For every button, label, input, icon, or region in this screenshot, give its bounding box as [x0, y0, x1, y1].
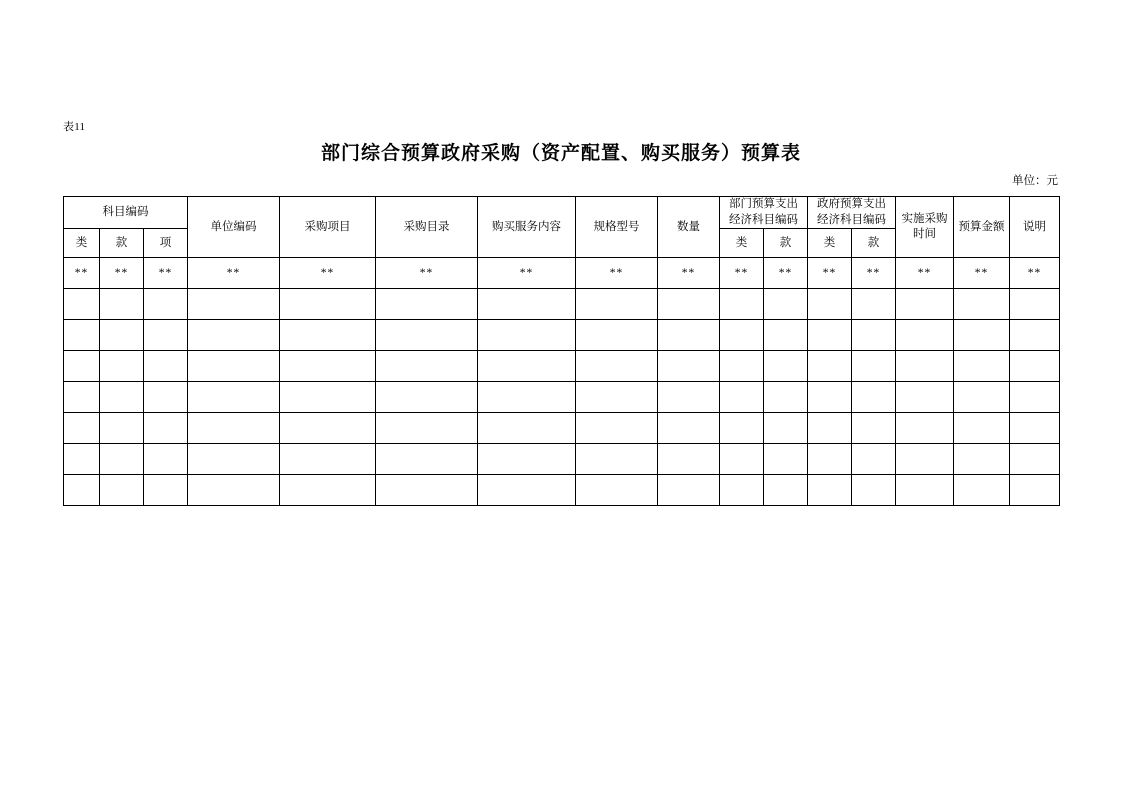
- header-subject-code-kuan: 款: [100, 229, 144, 258]
- cell-empty[interactable]: [144, 351, 188, 382]
- cell-empty[interactable]: [852, 475, 896, 506]
- cell-empty[interactable]: [376, 351, 478, 382]
- cell-empty[interactable]: [478, 382, 576, 413]
- cell-empty[interactable]: [658, 320, 720, 351]
- cell-empty[interactable]: [144, 444, 188, 475]
- cell-sample-12[interactable]: **: [852, 258, 896, 289]
- cell-sample-10[interactable]: **: [764, 258, 808, 289]
- cell-empty[interactable]: [896, 475, 954, 506]
- header-dept-budget-econ-code: [720, 197, 808, 229]
- cell-empty[interactable]: [720, 351, 764, 382]
- cell-empty[interactable]: [280, 320, 376, 351]
- cell-empty[interactable]: [852, 351, 896, 382]
- header-purchase-time-line1: 实施采购: [901, 212, 948, 225]
- cell-sample-3[interactable]: **: [188, 258, 280, 289]
- cell-empty[interactable]: [1010, 289, 1060, 320]
- header-gov-budget-econ-code: [808, 197, 896, 229]
- table-header-row-1: [64, 197, 1060, 229]
- cell-empty[interactable]: [280, 475, 376, 506]
- header-quantity: 数量: [658, 197, 720, 258]
- cell-empty[interactable]: [478, 289, 576, 320]
- header-service-content: 购买服务内容: [478, 197, 576, 258]
- cell-empty[interactable]: [64, 320, 100, 351]
- cell-empty[interactable]: [1010, 444, 1060, 475]
- header-gov-budget-econ-code-line1: 政府预算支出: [817, 198, 887, 210]
- cell-sample-0[interactable]: **: [64, 258, 100, 289]
- header-subject-code-xiang: 项: [144, 229, 188, 258]
- cell-empty[interactable]: [658, 382, 720, 413]
- cell-empty[interactable]: [1010, 413, 1060, 444]
- header-budget-amount: 预算金额: [954, 197, 1010, 258]
- cell-empty[interactable]: [720, 475, 764, 506]
- cell-empty[interactable]: [478, 475, 576, 506]
- cell-empty[interactable]: [764, 382, 808, 413]
- cell-empty[interactable]: [64, 475, 100, 506]
- cell-empty[interactable]: [64, 351, 100, 382]
- cell-empty[interactable]: [576, 444, 658, 475]
- header-gov-econ-lei: 类: [808, 229, 852, 258]
- header-subject-code-lei: 类: [64, 229, 100, 258]
- budget-table: [63, 196, 1060, 506]
- table-row[interactable]: [64, 289, 1060, 320]
- cell-empty[interactable]: [576, 475, 658, 506]
- cell-empty[interactable]: [188, 444, 280, 475]
- cell-empty[interactable]: [576, 382, 658, 413]
- cell-empty[interactable]: [1010, 351, 1060, 382]
- table-row[interactable]: [64, 444, 1060, 475]
- header-unit-code: 单位编码: [188, 197, 280, 258]
- cell-empty[interactable]: [1010, 320, 1060, 351]
- cell-empty[interactable]: [954, 351, 1010, 382]
- cell-sample-13[interactable]: **: [896, 258, 954, 289]
- cell-empty[interactable]: [954, 382, 1010, 413]
- cell-empty[interactable]: [188, 475, 280, 506]
- cell-empty[interactable]: [1010, 475, 1060, 506]
- header-dept-budget-econ-code-line2: 经济科目编码: [729, 213, 799, 226]
- cell-empty[interactable]: [280, 444, 376, 475]
- cell-empty[interactable]: [376, 475, 478, 506]
- cell-empty[interactable]: [376, 413, 478, 444]
- cell-empty[interactable]: [188, 351, 280, 382]
- table-row[interactable]: [64, 258, 1060, 289]
- cell-sample-8[interactable]: **: [658, 258, 720, 289]
- cell-empty[interactable]: [852, 382, 896, 413]
- page-title: 部门综合预算政府采购（资产配置、购买服务）预算表: [320, 143, 801, 164]
- cell-sample-1[interactable]: **: [100, 258, 144, 289]
- cell-empty[interactable]: [576, 289, 658, 320]
- cell-empty[interactable]: [896, 351, 954, 382]
- cell-sample-7[interactable]: **: [576, 258, 658, 289]
- cell-empty[interactable]: [658, 444, 720, 475]
- cell-empty[interactable]: [576, 351, 658, 382]
- cell-sample-2[interactable]: **: [144, 258, 188, 289]
- cell-empty[interactable]: [808, 413, 852, 444]
- cell-empty[interactable]: [100, 444, 144, 475]
- cell-empty[interactable]: [896, 320, 954, 351]
- cell-empty[interactable]: [100, 475, 144, 506]
- cell-empty[interactable]: [576, 413, 658, 444]
- cell-empty[interactable]: [808, 444, 852, 475]
- cell-empty[interactable]: [188, 413, 280, 444]
- cell-empty[interactable]: [808, 320, 852, 351]
- cell-empty[interactable]: [896, 382, 954, 413]
- cell-empty[interactable]: [720, 382, 764, 413]
- cell-empty[interactable]: [144, 475, 188, 506]
- cell-empty[interactable]: [764, 444, 808, 475]
- cell-sample-14[interactable]: **: [954, 258, 1010, 289]
- cell-empty[interactable]: [144, 382, 188, 413]
- cell-empty[interactable]: [658, 289, 720, 320]
- cell-empty[interactable]: [852, 444, 896, 475]
- cell-empty[interactable]: [720, 320, 764, 351]
- cell-empty[interactable]: [764, 351, 808, 382]
- header-gov-budget-econ-code-line2: 经济科目编码: [817, 213, 887, 226]
- cell-empty[interactable]: [720, 413, 764, 444]
- cell-empty[interactable]: [144, 413, 188, 444]
- cell-empty[interactable]: [376, 444, 478, 475]
- cell-empty[interactable]: [188, 382, 280, 413]
- cell-empty[interactable]: [376, 289, 478, 320]
- cell-empty[interactable]: [478, 320, 576, 351]
- cell-empty[interactable]: [954, 475, 1010, 506]
- cell-empty[interactable]: [280, 351, 376, 382]
- cell-empty[interactable]: [954, 413, 1010, 444]
- sheet-label: 表11: [63, 121, 86, 133]
- cell-sample-11[interactable]: **: [808, 258, 852, 289]
- cell-empty[interactable]: [280, 413, 376, 444]
- cell-empty[interactable]: [188, 320, 280, 351]
- header-spec-model: 规格型号: [576, 197, 658, 258]
- header-dept-budget-econ-code-line1: 部门预算支出: [729, 198, 799, 210]
- table-body: [64, 258, 1060, 506]
- cell-empty[interactable]: [64, 289, 100, 320]
- cell-empty[interactable]: [764, 320, 808, 351]
- cell-empty[interactable]: [1010, 382, 1060, 413]
- cell-empty[interactable]: [478, 413, 576, 444]
- cell-empty[interactable]: [188, 289, 280, 320]
- unit-note: 单位：元: [1012, 175, 1058, 187]
- cell-empty[interactable]: [896, 289, 954, 320]
- header-remark: 说明: [1010, 197, 1060, 258]
- table-row[interactable]: [64, 382, 1060, 413]
- cell-empty[interactable]: [720, 289, 764, 320]
- cell-empty[interactable]: [144, 320, 188, 351]
- cell-empty[interactable]: [658, 351, 720, 382]
- cell-empty[interactable]: [280, 382, 376, 413]
- cell-empty[interactable]: [280, 289, 376, 320]
- header-purchase-catalog: 采购目录: [376, 197, 478, 258]
- cell-empty[interactable]: [954, 320, 1010, 351]
- cell-empty[interactable]: [896, 444, 954, 475]
- cell-sample-5[interactable]: **: [376, 258, 478, 289]
- header-dept-econ-kuan: 款: [764, 229, 808, 258]
- cell-empty[interactable]: [808, 351, 852, 382]
- cell-empty[interactable]: [64, 413, 100, 444]
- header-purchase-time: [896, 197, 954, 258]
- cell-empty[interactable]: [64, 382, 100, 413]
- cell-empty[interactable]: [658, 475, 720, 506]
- cell-empty[interactable]: [100, 289, 144, 320]
- table-row[interactable]: [64, 413, 1060, 444]
- cell-empty[interactable]: [376, 382, 478, 413]
- table-row[interactable]: [64, 320, 1060, 351]
- cell-empty[interactable]: [808, 382, 852, 413]
- cell-empty[interactable]: [100, 320, 144, 351]
- cell-empty[interactable]: [808, 289, 852, 320]
- header-gov-econ-kuan: 款: [852, 229, 896, 258]
- header-subject-code: 科目编码: [64, 197, 188, 229]
- cell-sample-15[interactable]: **: [1010, 258, 1060, 289]
- cell-empty[interactable]: [954, 289, 1010, 320]
- header-dept-econ-lei: 类: [720, 229, 764, 258]
- cell-empty[interactable]: [808, 475, 852, 506]
- header-purchase-item: 采购项目: [280, 197, 376, 258]
- cell-sample-9[interactable]: **: [720, 258, 764, 289]
- cell-empty[interactable]: [376, 320, 478, 351]
- header-purchase-time-line2: 时间: [913, 228, 937, 241]
- cell-empty[interactable]: [658, 413, 720, 444]
- cell-empty[interactable]: [852, 289, 896, 320]
- cell-empty[interactable]: [764, 475, 808, 506]
- cell-empty[interactable]: [764, 289, 808, 320]
- cell-empty[interactable]: [144, 289, 188, 320]
- cell-empty[interactable]: [100, 351, 144, 382]
- cell-empty[interactable]: [64, 444, 100, 475]
- cell-empty[interactable]: [896, 413, 954, 444]
- cell-empty[interactable]: [852, 320, 896, 351]
- cell-empty[interactable]: [478, 351, 576, 382]
- cell-empty[interactable]: [720, 444, 764, 475]
- cell-sample-4[interactable]: **: [280, 258, 376, 289]
- table-row[interactable]: [64, 475, 1060, 506]
- table-row[interactable]: [64, 351, 1060, 382]
- cell-empty[interactable]: [100, 413, 144, 444]
- cell-empty[interactable]: [852, 413, 896, 444]
- cell-empty[interactable]: [100, 382, 144, 413]
- cell-empty[interactable]: [764, 413, 808, 444]
- cell-sample-6[interactable]: **: [478, 258, 576, 289]
- cell-empty[interactable]: [478, 444, 576, 475]
- cell-empty[interactable]: [576, 320, 658, 351]
- cell-empty[interactable]: [954, 444, 1010, 475]
